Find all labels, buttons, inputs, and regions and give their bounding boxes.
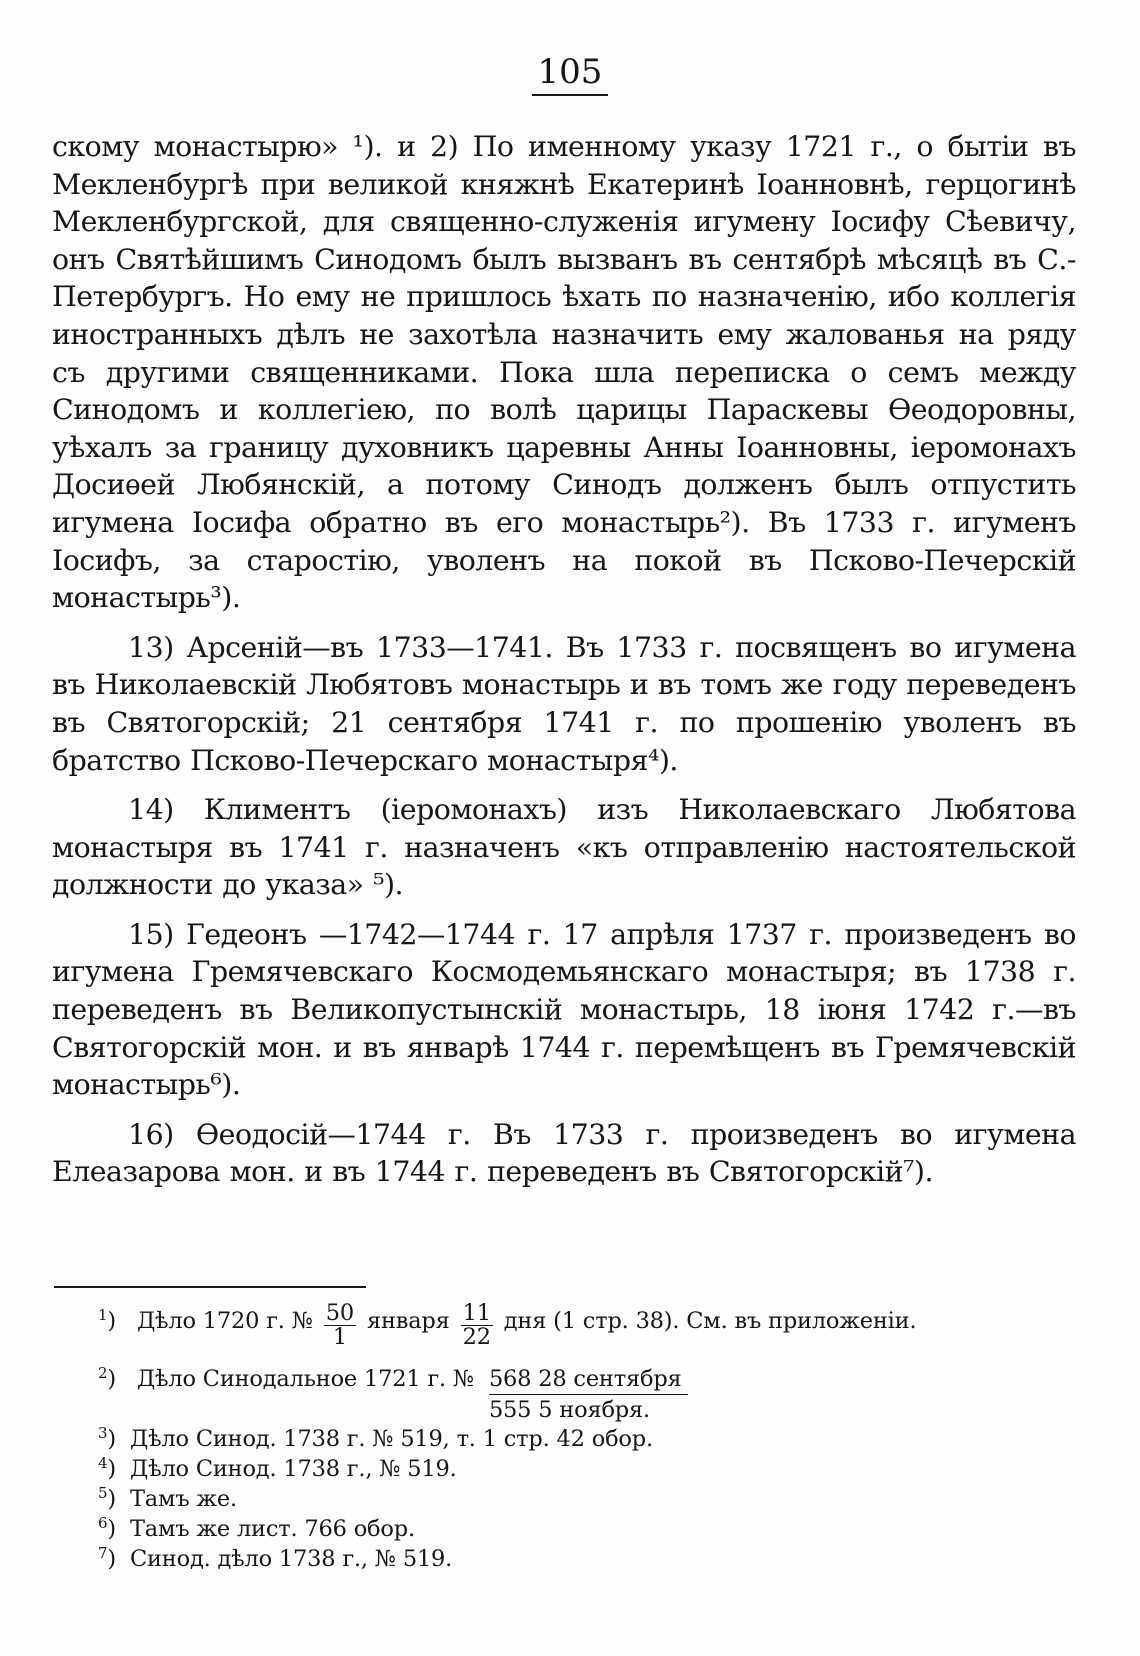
case-numbers xyxy=(489,1364,688,1425)
fraction xyxy=(324,1302,356,1349)
footnote-text: Дѣло 1720 г. № xyxy=(136,1308,313,1334)
footnote-7 xyxy=(98,1544,1088,1574)
footnote-text: Дѣло Синодальное 1721 г. № xyxy=(136,1366,474,1392)
footnote-text: Тамъ же лист. 766 обор. xyxy=(130,1516,415,1542)
main-text xyxy=(52,128,1076,1203)
footnote-marker: $^6$) xyxy=(98,1514,116,1542)
footnote-5 xyxy=(98,1484,1088,1514)
fraction-numerator: 50 xyxy=(325,1300,354,1326)
footnote-text: дня (1 стр. 38). См. въ приложеніи. xyxy=(503,1308,917,1334)
footnote-2 xyxy=(98,1364,1088,1424)
footnote-6 xyxy=(98,1514,1088,1544)
footnote-marker: $^4$) xyxy=(98,1454,116,1482)
case-number-line-1: 568 28 сентября xyxy=(489,1364,688,1395)
paragraph-15-gedeon: 15) Гедеонъ —1742—1744 г. 17 апрѣля 1737 г. произведенъ во игумена Гремячевскаго Космодемьянскаго монастыря; въ 1738 г. переведенъ въ Великопустынскій монастырь, 18 іюня 1742 г.—въ Святогорскій мон. и въ январѣ 1744 г. перемѣщенъ въ Гремячевскій монастырь⁶). xyxy=(52,917,1076,1102)
footnote-text: января xyxy=(366,1308,450,1334)
footnote-4 xyxy=(98,1454,1088,1484)
paragraph-16-feodosiy: 16) Ѳеодосій—1744 г. Въ 1733 г. произведенъ во игумена Елеазарова мон. и въ 1744 г. переведенъ въ Святогорскій⁷). xyxy=(52,1117,1076,1189)
footnote-text: Синод. дѣло 1738 г., № 519. xyxy=(130,1546,453,1572)
case-number-line-2: 555 5 ноября. xyxy=(488,1397,650,1423)
page-number: 105 xyxy=(0,52,1140,96)
footnote-marker: $^2$) xyxy=(98,1364,116,1392)
footnote-text: Тамъ же. xyxy=(130,1486,237,1512)
fraction xyxy=(461,1302,493,1349)
footnotes xyxy=(98,1302,1088,1574)
footnote-text: Дѣло Синод. 1738 г., № 519. xyxy=(130,1456,457,1482)
footnote-1 xyxy=(98,1302,1088,1364)
paragraph-14-kliment: 14) Климентъ (іеромонахъ) изъ Николаевскаго Любятова монастыря въ 1741 г. назначенъ «къ отправленію настоятельской должности до указа» ⁵). xyxy=(52,793,1076,902)
footnote-3 xyxy=(98,1424,1088,1454)
fraction-denominator: 1 xyxy=(332,1324,347,1350)
footnote-marker: $^3$) xyxy=(98,1424,116,1452)
fraction-numerator: 11 xyxy=(462,1300,491,1326)
footnote-marker: $^7$) xyxy=(98,1544,116,1572)
footnote-marker: $^5$) xyxy=(98,1484,116,1512)
footnote-marker: $^1$) xyxy=(98,1306,116,1334)
footnote-text: Дѣло Синод. 1738 г. № 519, т. 1 стр. 42 обор. xyxy=(130,1426,653,1452)
fraction-denominator: 22 xyxy=(462,1324,491,1350)
paragraph-continuation: скому монастырю» ¹). и 2) По именному указу 1721 г., о бытіи въ Мекленбургѣ при великой княжнѣ Екатеринѣ Іоанновнѣ, герцогинѣ Мекленбургской, для священно-служенія игумену Іосифу Сѣевичу, онъ Святѣйшимъ Синодомъ былъ вызванъ въ сентябрѣ мѣсяцѣ въ С.-Петербургъ. Но ему не пришлось ѣхать по назначенію, ибо коллегія иностранныхъ дѣлъ не захотѣла назначить ему жалованья на ряду съ другими священниками. Пока шла переписка о семъ между Синодомъ и коллегіею, по волѣ царицы Параскевы Ѳеодоровны, уѣхалъ за границу духовникъ царевны Анны Іоанновны, іеромонахъ Досиѳей Любянскій, а потому Синодъ долженъ былъ отпустить игумена Іосифа обратно въ его монастырь²). Въ 1733 г. игуменъ Іосифъ, за старостію, уволенъ на покой въ Псково-Печерскій монастырь³). xyxy=(52,130,1076,615)
footnote-divider xyxy=(54,1286,366,1288)
paragraph-13-arseniy: 13) Арсеній—въ 1733—1741. Въ 1733 г. посвященъ во игумена въ Николаевскій Любятовъ монастырь и въ томъ же году переведенъ въ Святогорскій; 21 сентября 1741 г. по прошенію уволенъ въ братство Псково-Печерскаго монастыря⁴). xyxy=(52,630,1076,777)
